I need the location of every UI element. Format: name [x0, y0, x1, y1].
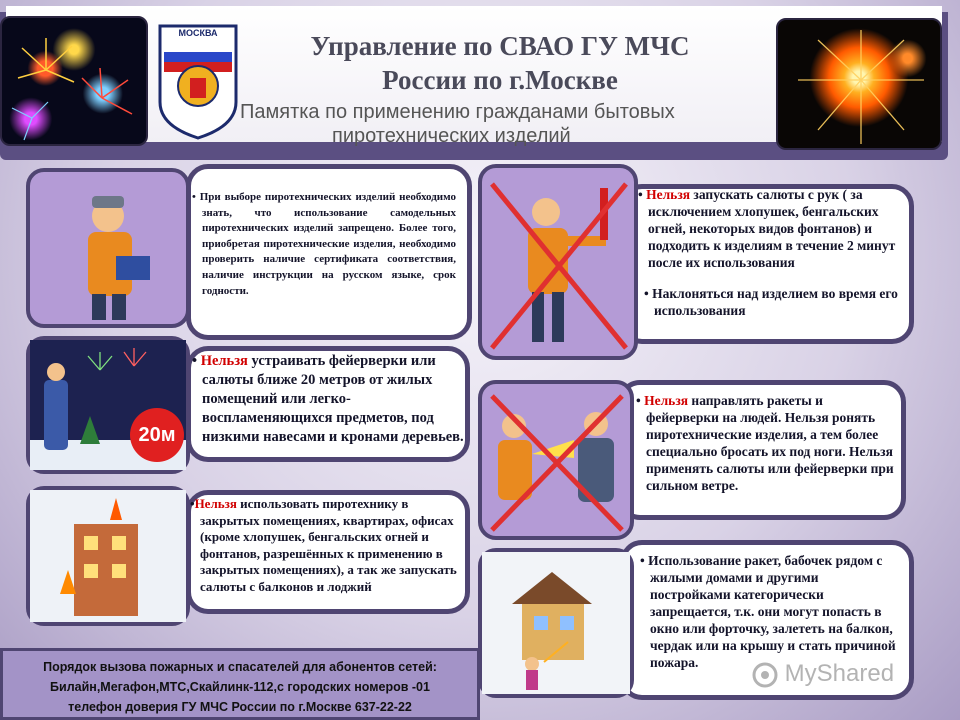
- card-4-item-1: • Нельзя запускать салюты с рук ( за исключением хлопушек, бенгальских огней, некоторых видов фонтанов) и подходить к изделиям в течение 2 минут после их использования: [638, 187, 896, 270]
- card-5-body: направлять ракеты и фейерверки на людей. Нельзя ронять пиротехнические изделия, а тем более специально бросать их под ноги. Нельзя применять салюты или фейерверки при сильном ветре.: [646, 393, 894, 493]
- card-4-text: [638, 186, 908, 319]
- card-2-illustration: [26, 336, 190, 474]
- card-2-body: устраивать фейерверки или салюты ближе 20 метров от жилых помещений или легко- воспламеняющихся предметов, под низкими навесами и кронами деревьев.: [202, 353, 464, 445]
- fireworks-photo-right: [776, 18, 942, 150]
- fireworks-icon: [2, 18, 148, 146]
- firework-burst-icon: [778, 20, 942, 150]
- distance-20m-badge: 20м: [130, 408, 184, 462]
- subtitle-line-2: пиротехнических изделий: [332, 125, 571, 147]
- card-6-text: • Использование ракет, бабочек рядом с жилыми домами и другими постройками категорически запрещается, т.к. они могут попасть в окно или форточку, залететь на балкон, чердак или на крышу и стать причиной пожара.: [640, 553, 896, 670]
- card-1-illustration: [26, 168, 190, 328]
- footer-line-1: Порядок вызова пожарных и спасателей для абонентов сетей:: [43, 660, 437, 674]
- launching-from-hand-crossed-icon: [482, 168, 634, 356]
- card-2-warning-word: Нельзя: [200, 353, 248, 369]
- mchs-emblem: [156, 22, 240, 140]
- page-title-line-2: России по г.Москве: [382, 65, 618, 95]
- card-4-warning-word: Нельзя: [646, 187, 691, 202]
- emblem-label: МОСКВА: [178, 28, 218, 38]
- card-4-illustration: [478, 164, 638, 360]
- footer-line-3: телефон доверия ГУ МЧС России по г.Москве 637-22-22: [68, 700, 412, 714]
- aiming-at-people-crossed-icon: [482, 384, 630, 536]
- watermark: [752, 660, 932, 692]
- card-4-body-2: Наклоняться над изделием во время его использования: [652, 286, 898, 318]
- page-subtitle: [240, 100, 770, 148]
- footer-line-2: Билайн,Мегафон,МТС,Скайлинк-112,с городских номеров -01: [50, 680, 430, 694]
- card-4-item-2: • Наклоняться над изделием во время его использования: [644, 286, 898, 318]
- emblem-shield-icon: [156, 22, 240, 140]
- card-3-text: •Нельзя использовать пиротехнику в закрытых помещениях, квартирах, офисах (кроме хлопушек, бенгальских огней и фонтанов, разрешённых к применению в закрытых помещениях), а так же запускать салюты с балконов и лоджий: [190, 496, 457, 594]
- card-3-body: использовать пиротехнику в закрытых помещениях, квартирах, офисах (кроме хлопушек, бенгальских огней и фонтанов, разрешённых к применению в закрытых помещениях), а так же запускать салюты с балконов и лоджий: [200, 496, 457, 594]
- card-6-body: Использование ракет, бабочек рядом с жилыми домами и другими постройками категорически запрещается, т.к. они могут попасть в окно или форточку, залететь на балкон, чердак или на крышу и стать причиной пожара.: [648, 553, 896, 670]
- card-5-warning-word: Нельзя: [644, 393, 689, 408]
- card-6-illustration: [478, 548, 634, 698]
- card-2-text: • Нельзя устраивать фейерверки или салюты ближе 20 метров от жилых помещений или легко- воспламеняющихся предметов, под низкими навесами и кронами деревьев.: [192, 353, 464, 445]
- card-3-warning-word: Нельзя: [194, 496, 237, 511]
- emergency-contacts-box: [0, 648, 480, 720]
- card-3-illustration: [26, 486, 190, 626]
- card-4-body: запускать салюты с рук ( за исключением хлопушек, бенгальских огней, некоторых видов фонтанов) и подходить к изделиям в течение 2 минут после их использования: [648, 187, 896, 270]
- card-5-text: • Нельзя направлять ракеты и фейерверки на людей. Нельзя ронять пиротехнические изделия, а тем более специально бросать их под ноги. Нельзя применять салюты или фейерверки при сильном ветре.: [636, 393, 894, 493]
- card-5-illustration: [478, 380, 634, 540]
- person-with-box-icon: [30, 172, 186, 324]
- card-1-body: При выборе пиротехнических изделий необходимо знать, что использование самодельных пиротехнических изделий запрещено. Более того, приобретая пиротехнические изделия, необходимо проверить наличие сертификата соответствия, наличие инструкции на русском языке, срок годности.: [199, 191, 456, 297]
- card-1-text: • При выборе пиротехнических изделий необходимо знать, что использование самодельных пиротехнических изделий запрещено. Более того, приобретая пиротехнические изделия, необходимо проверить наличие сертификата соответствия, наличие инструкции на русском языке, срок годности.: [192, 191, 456, 297]
- page-title-line-1: Управление по СВАО ГУ МЧС: [310, 31, 690, 61]
- watermark-text: MyShared: [784, 660, 895, 687]
- watermark-logo-icon: [752, 662, 778, 688]
- burning-building-icon: [30, 490, 186, 622]
- rocket-near-house-icon: [482, 552, 630, 694]
- subtitle-line-1: Памятка по применению гражданами бытовых: [240, 101, 675, 123]
- fireworks-photo-left: [0, 16, 148, 146]
